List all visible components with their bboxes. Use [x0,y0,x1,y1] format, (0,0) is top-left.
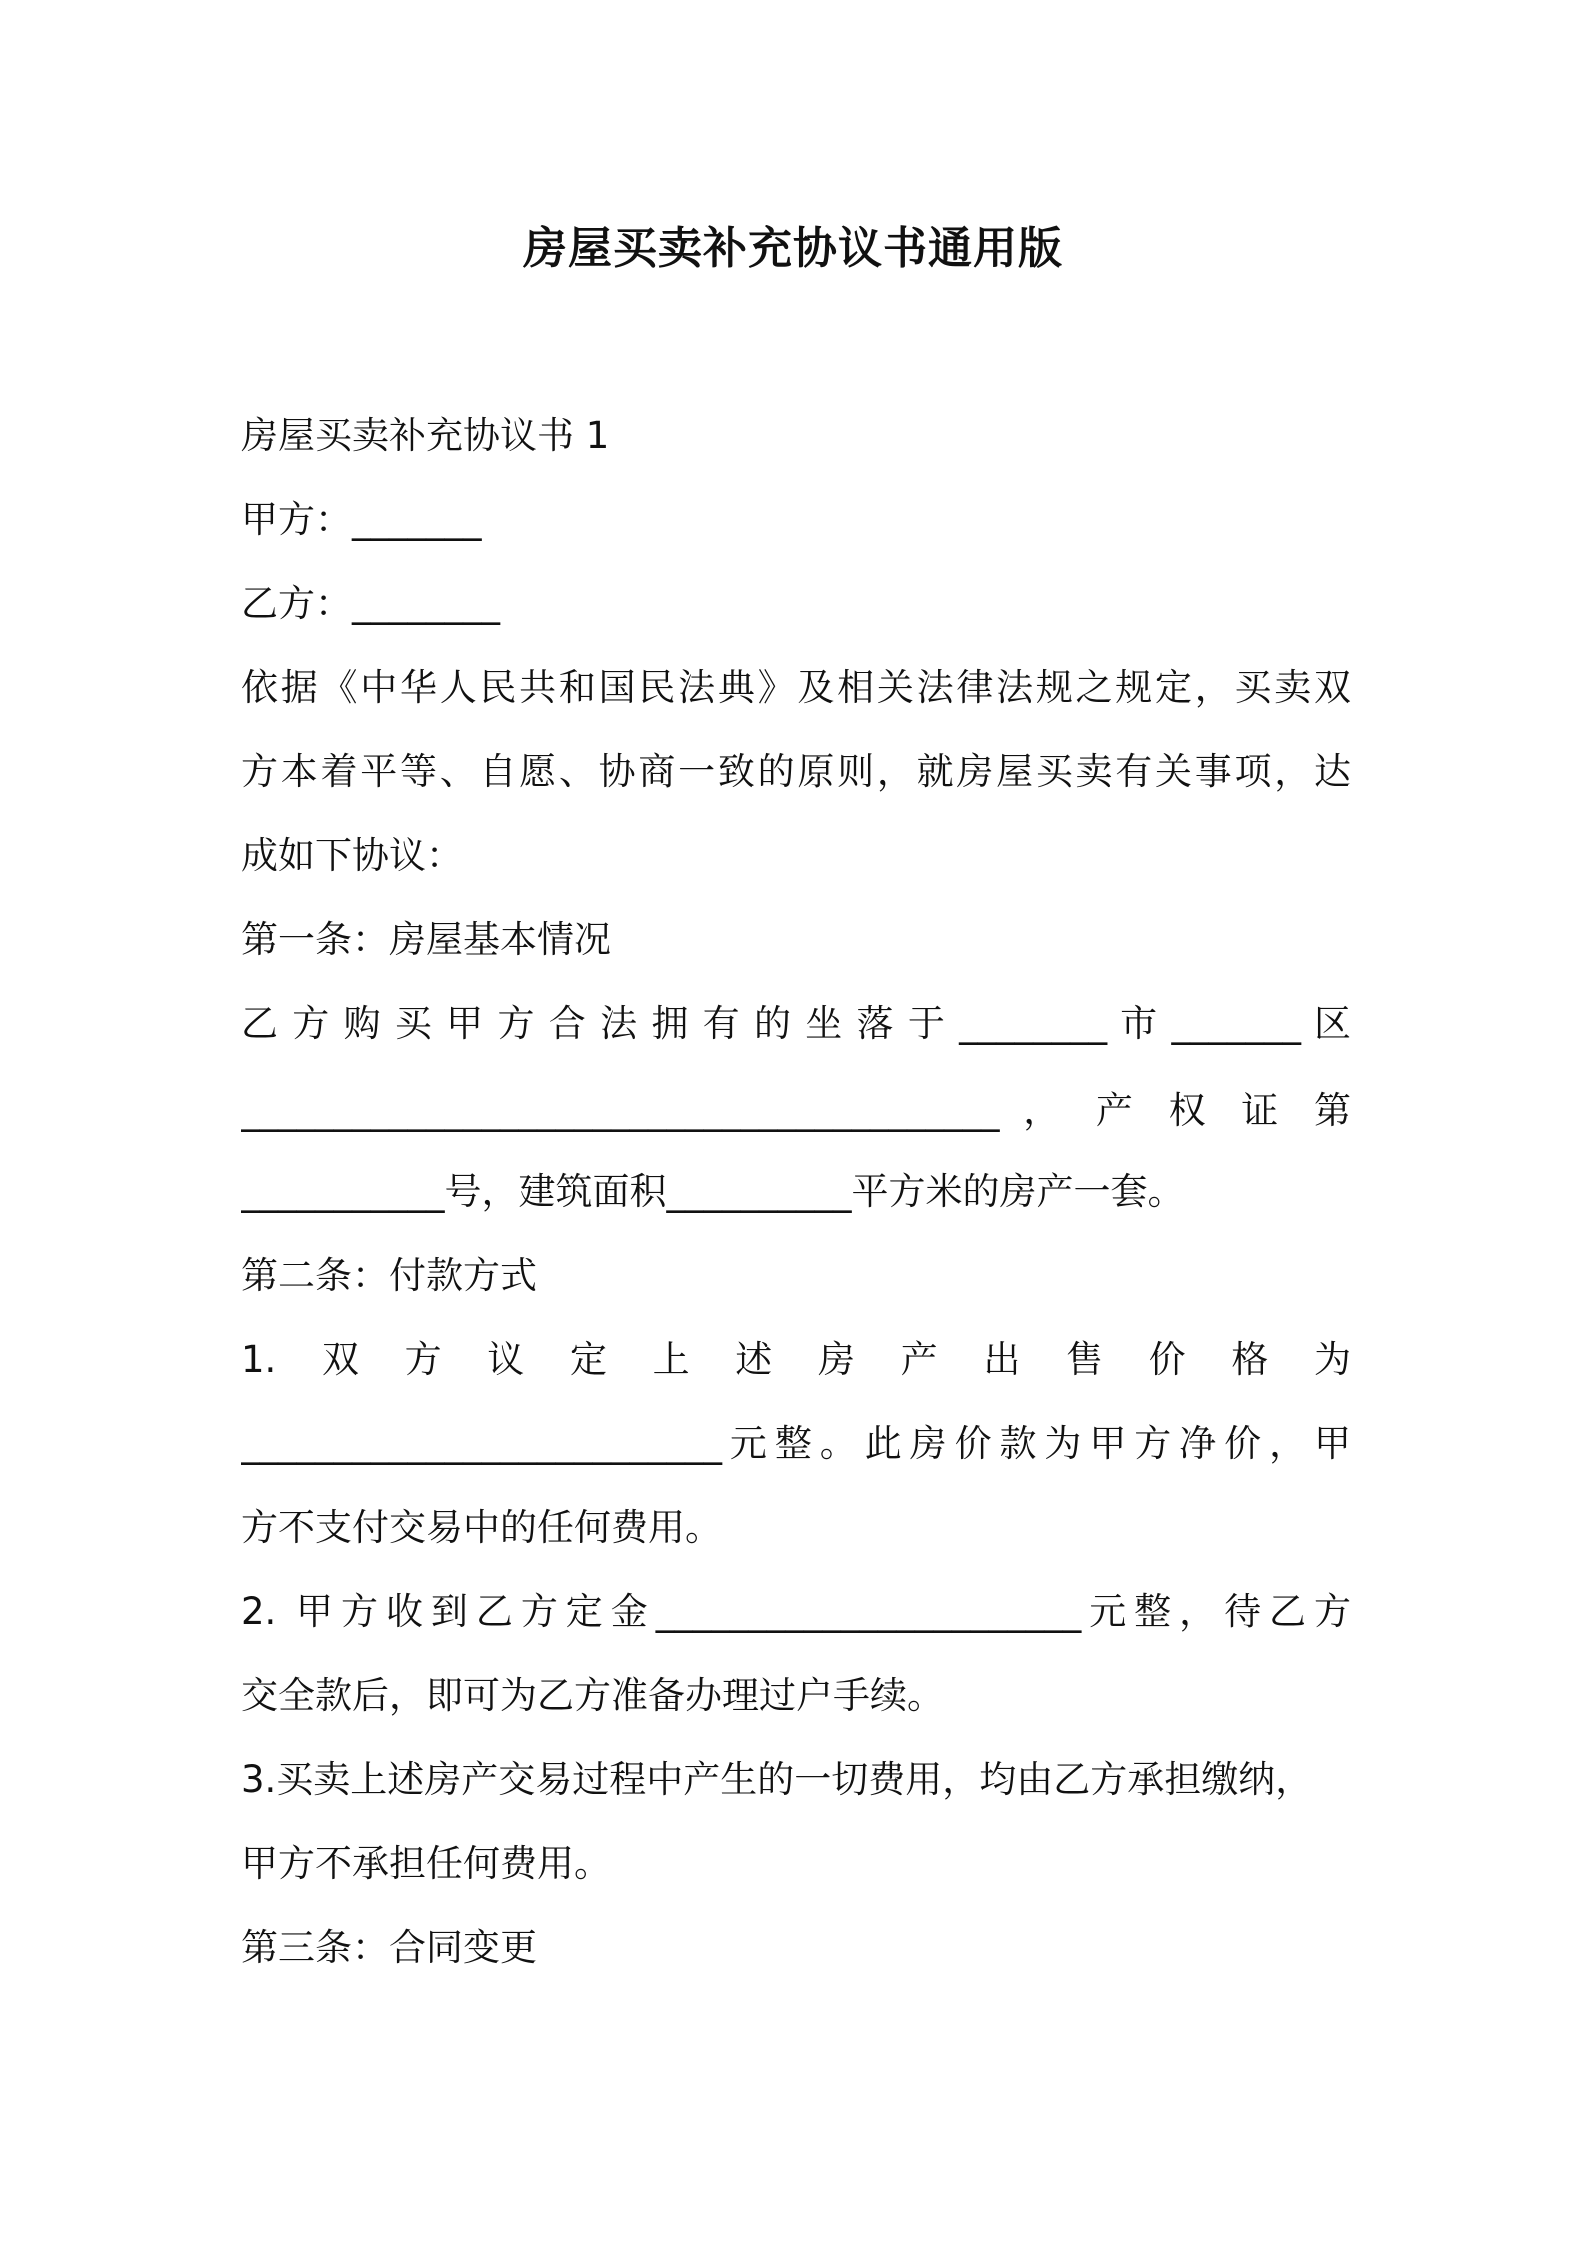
paragraph-line: 甲方不承担任何费用。 [241,1842,611,1885]
article-heading: 第二条：付款方式 [241,1254,537,1297]
paragraph-line: 乙 方 购 买 甲 方 合 法 拥 有 的 坐 落 于 ________ 市 _______ 区 [241,1002,1351,1045]
paragraph-line: 3.买卖上述房产交易过程中产生的一切费用，均由乙方承担缴纳， [241,1758,1313,1801]
document-title: 房屋买卖补充协议书通用版 [523,223,1063,274]
article-heading: 第三条：合同变更 [241,1926,537,1969]
paragraph-line: 方不支付交易中的任何费用。 [241,1506,722,1549]
paragraph-line: 成如下协议： [241,834,463,877]
paragraph-line: 交全款后，即可为乙方准备办理过户手续。 [241,1674,944,1717]
paragraph-line: __________________________元整。此房价款为甲方净价，甲 [241,1422,1351,1465]
subtitle-line: 房屋买卖补充协议书 1 [241,414,610,457]
article-heading: 第一条：房屋基本情况 [241,918,611,961]
paragraph-line: 2. 甲方收到乙方定金_______________________元整，待乙方 [241,1590,1351,1633]
party-b-line: 乙方：________ [241,582,500,625]
party-a-line: 甲方：_______ [241,498,482,541]
paragraph-line: _________________________________________ ， 产 权 证 第 [241,1089,1351,1132]
paragraph-line: 1. 双 方 议 定 上 述 房 产 出 售 价 格 为 [241,1338,1351,1381]
paragraph-line: ___________号，建筑面积__________平方米的房产一套。 [241,1170,1185,1213]
paragraph-line: 依据《中华人民共和国民法典》及相关法律法规之规定，买卖双 [241,666,1351,709]
paragraph-line: 方本着平等、自愿、协商一致的原则，就房屋买卖有关事项，达 [241,750,1351,793]
